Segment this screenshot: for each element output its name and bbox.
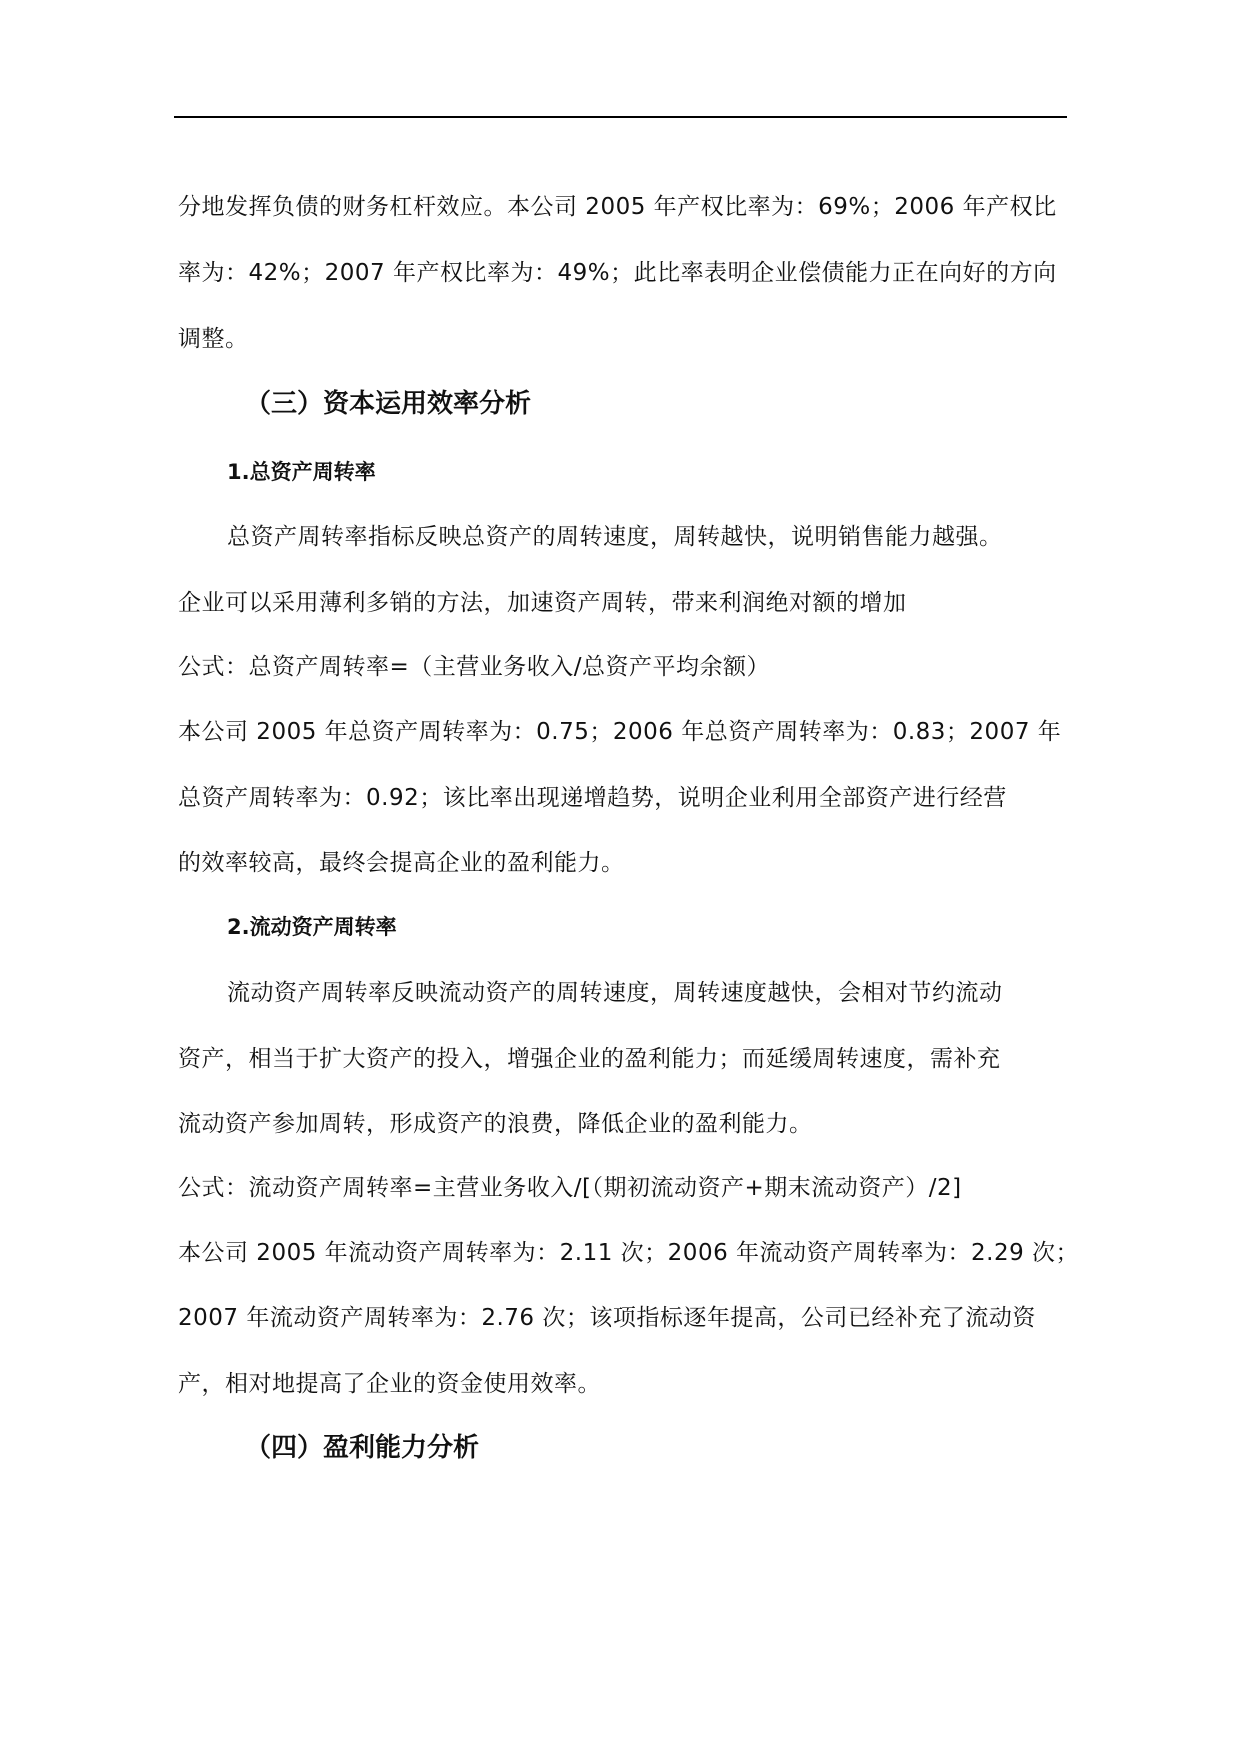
sub2-formula: 公式：流动资产周转率=主营业务收入/[（期初流动资产+期末流动资产）/2] bbox=[178, 1175, 962, 1201]
sub1-para-line-1: 总资产周转率指标反映总资产的周转速度，周转越快，说明销售能力越强。 bbox=[227, 524, 1003, 550]
section4-heading: （四）盈利能力分析 bbox=[245, 1433, 480, 1463]
sub1-formula: 公式：总资产周转率=（主营业务收入/总资产平均余额） bbox=[178, 654, 771, 680]
sub2-analysis-line-2: 2007 年流动资产周转率为：2.76 次；该项指标逐年提高，公司已经补充了流动资 bbox=[178, 1305, 1036, 1331]
intro-line-1: 分地发挥负债的财务杠杆效应。本公司 2005 年产权比率为：69%；2006 年产权比 bbox=[178, 194, 1057, 220]
intro-line-3: 调整。 bbox=[178, 326, 249, 352]
sub2-analysis-line-1: 本公司 2005 年流动资产周转率为：2.11 次；2006 年流动资产周转率为：2.29 次； bbox=[178, 1240, 1080, 1266]
sub1-para-line-2: 企业可以采用薄利多销的方法，加速资产周转，带来利润绝对额的增加 bbox=[178, 590, 907, 616]
intro-line-2: 率为：42%；2007 年产权比率为：49%；此比率表明企业偿债能力正在向好的方向 bbox=[178, 260, 1057, 286]
header-rule bbox=[174, 116, 1067, 118]
sub2-analysis-line-3: 产，相对地提高了企业的资金使用效率。 bbox=[178, 1371, 601, 1397]
section3-heading: （三）资本运用效率分析 bbox=[245, 389, 532, 419]
sub1-analysis-line-2: 总资产周转率为：0.92；该比率出现递增趋势，说明企业利用全部资产进行经营 bbox=[178, 785, 1007, 811]
sub2-para-line-2: 资产，相当于扩大资产的投入，增强企业的盈利能力；而延缓周转速度，需补充 bbox=[178, 1046, 1001, 1072]
sub1-analysis-line-1: 本公司 2005 年总资产周转率为：0.75；2006 年总资产周转率为：0.83；2007 年 bbox=[178, 719, 1062, 745]
sub1-heading: 1.总资产周转率 bbox=[227, 460, 376, 484]
sub2-heading: 2.流动资产周转率 bbox=[227, 915, 397, 939]
sub1-analysis-line-3: 的效率较高，最终会提高企业的盈利能力。 bbox=[178, 850, 625, 876]
sub2-para-line-3: 流动资产参加周转，形成资产的浪费，降低企业的盈利能力。 bbox=[178, 1111, 813, 1137]
sub2-para-line-1: 流动资产周转率反映流动资产的周转速度，周转速度越快，会相对节约流动 bbox=[227, 980, 1003, 1006]
